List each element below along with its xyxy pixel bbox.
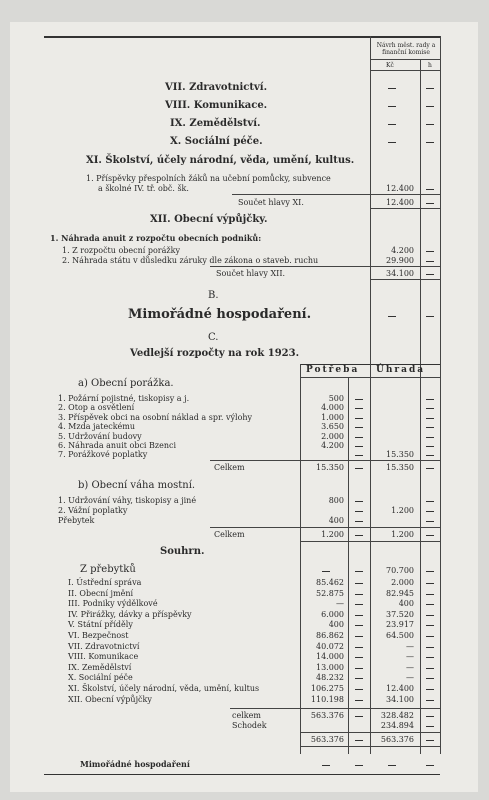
rule (300, 746, 440, 747)
document-page (10, 22, 478, 792)
souhrn-title: Souhrn. (160, 546, 205, 557)
dash (426, 657, 434, 658)
dash (426, 251, 434, 252)
souhrn-row-uhrada: 34.100 (386, 694, 414, 704)
xii-subtitle: 1. Náhrada anuit z rozpočtu obecních podniků: (50, 233, 262, 243)
dash (426, 689, 434, 690)
b-title: Mimořádné hospodaření. (128, 307, 312, 322)
dash (426, 521, 434, 522)
celkem-label: celkem (232, 711, 261, 720)
souhrn-row-potreba: — (336, 599, 344, 609)
dash (388, 124, 396, 125)
souhrn-row-uhrada: 82.945 (386, 588, 414, 598)
dash (426, 427, 434, 428)
dash (355, 446, 363, 447)
porazka-row-potreba: 2.000 (321, 431, 344, 441)
dash (388, 142, 396, 143)
vaha-row-uhrada: 1.200 (391, 506, 414, 515)
souhrn-row-label: II. Obecní jmění (68, 588, 134, 598)
dash (355, 399, 363, 400)
porazka-row-uhrada: 15.350 (386, 450, 414, 460)
col-potreba: Potřeba (306, 365, 360, 375)
dash (426, 468, 434, 469)
dash (426, 203, 434, 204)
souhrn-row-label: X. Sociální péče (68, 673, 133, 683)
rule (300, 732, 440, 733)
souhrn-row-potreba: 40.072 (316, 641, 344, 651)
rule (370, 279, 440, 280)
souhrn-row-potreba: 400 (328, 620, 344, 630)
xi-item-line2: a školné IV. tř. obč. šk. (98, 184, 189, 193)
dash (426, 594, 434, 595)
celkem-p: 563.376 (310, 711, 344, 720)
z-prebytku-label: Z přebytků (80, 564, 136, 575)
souhrn-row-potreba: 6.000 (321, 609, 344, 619)
porazka-row-potreba: 4.000 (321, 403, 344, 413)
dash (426, 418, 434, 419)
c-title: Vedlejší rozpočty na rok 1923. (130, 348, 300, 359)
b2-total-label: Celkem (214, 530, 245, 539)
b-label: B. (208, 290, 219, 301)
xi-sum-value: 12.400 (386, 198, 414, 207)
souhrn-row-potreba: 110.198 (310, 694, 344, 704)
dash (426, 408, 434, 409)
dash (355, 765, 363, 766)
dash (426, 765, 434, 766)
a-title: a) Obecní porážka. (78, 378, 174, 389)
dash (426, 142, 434, 143)
xii-sum-value: 34.100 (386, 269, 414, 278)
porazka-row-label: 2. Otop a osvětlení (58, 403, 135, 413)
b2-total-u: 1.200 (391, 530, 414, 539)
dash (355, 678, 363, 679)
porazka-row-potreba: 3.650 (321, 422, 344, 432)
souhrn-row-potreba: 85.462 (316, 578, 344, 587)
dash (426, 399, 434, 400)
souhrn-row-label: VI. Bezpečnost (68, 631, 129, 640)
dash (355, 408, 363, 409)
xi-item-line1: 1. Příspěvky přespolních žáků na učební pomůcky, subvence (86, 174, 331, 183)
section-xi-title: XI. Školství, účely národní, věda, umění, kultus. (86, 155, 355, 166)
xii-item2-value: 29.900 (386, 256, 414, 265)
dash (426, 668, 434, 669)
top-rule (44, 36, 440, 38)
dash (426, 571, 434, 572)
rule (300, 377, 440, 378)
a-total-p: 15.350 (316, 463, 344, 472)
dash (426, 437, 434, 438)
souhrn-row-uhrada: — (406, 662, 414, 672)
vaha-row-potreba: 800 (328, 496, 344, 505)
souhrn-row-label: XII. Obecní výpůjčky (68, 694, 152, 704)
rule (44, 774, 440, 775)
porazka-row-label: 6. Náhrada anuit obci Bzenci (58, 441, 177, 450)
vaha-row-label: Přebytek (58, 516, 95, 525)
porazka-row-label: 5. Udržování budovy (58, 431, 142, 441)
section-viii: VIII. Komunikace. (165, 100, 268, 111)
celkem-u: 328.482 (380, 711, 414, 720)
xi-sum-label: Součet hlavy XI. (238, 198, 304, 207)
souhrn-row-potreba: 86.862 (316, 631, 344, 640)
dash (426, 647, 434, 648)
dash (355, 437, 363, 438)
porazka-row-label: 1. Požární pojistné, tiskopisy a j. (58, 394, 190, 403)
dash (426, 636, 434, 637)
b2-title: b) Obecní váha mostní. (78, 480, 196, 491)
rule (370, 208, 440, 209)
commission-header: Návrh měst. rady a finanční komise (376, 42, 436, 56)
souhrn-row-uhrada: 64.500 (386, 631, 414, 640)
vaha-row-label: 2. Vážní poplatky (58, 506, 128, 515)
mimoradne-label: Mimořádné hospodaření (80, 759, 190, 769)
dash (426, 189, 434, 190)
dash (355, 521, 363, 522)
dash (355, 455, 363, 456)
dash (426, 501, 434, 502)
vaha-row-potreba: 400 (328, 516, 344, 525)
dash (355, 700, 363, 701)
dash (355, 668, 363, 669)
dash (426, 316, 434, 317)
dash (426, 511, 434, 512)
dash (355, 615, 363, 616)
souhrn-row-uhrada: 400 (398, 599, 414, 609)
dash (426, 700, 434, 701)
dash (426, 740, 434, 741)
porazka-row-potreba: 500 (328, 394, 344, 403)
souhrn-row-potreba: 106.275 (310, 684, 344, 693)
a-total-u: 15.350 (386, 463, 414, 472)
souhrn-row-uhrada: — (406, 673, 414, 683)
h-header: h (428, 62, 432, 69)
souhrn-row-label: IV. Přirážky, dávky a příspěvky (68, 609, 192, 619)
dash (322, 571, 330, 572)
souhrn-row-uhrada: 2.000 (391, 578, 414, 587)
dash (426, 604, 434, 605)
rule (232, 194, 440, 195)
porazka-row-potreba: 1.000 (321, 412, 344, 422)
souhrn-row-uhrada: — (406, 652, 414, 662)
rule (300, 541, 440, 542)
porazka-row-label: 3. Příspěvek obci na osobní náklad a spr. výlohy (58, 412, 253, 422)
schodek-u: 234.894 (380, 721, 414, 730)
souhrn-row-label: IX. Zemědělství (68, 662, 132, 672)
dash (355, 535, 363, 536)
souhrn-row-potreba: 48.232 (316, 673, 344, 683)
dash (355, 716, 363, 717)
section-ix: IX. Zemědělství. (170, 118, 261, 129)
dash (426, 446, 434, 447)
b2-total-p: 1.200 (321, 530, 344, 539)
dash (426, 274, 434, 275)
dash (426, 455, 434, 456)
dash (355, 571, 363, 572)
dash (388, 88, 396, 89)
souhrn-row-label: VII. Zdravotnictví (68, 641, 140, 651)
final-p: 563.376 (310, 735, 344, 744)
dash (388, 106, 396, 107)
porazka-row-potreba: 4.200 (321, 441, 344, 450)
souhrn-row-label: VIII. Komunikace (68, 652, 139, 662)
dash (426, 625, 434, 626)
souhrn-row-label: I. Ústřední správa (68, 578, 142, 587)
dash (426, 726, 434, 727)
souhrn-row-uhrada: — (406, 641, 414, 651)
col-rule (440, 364, 441, 754)
porazka-row-label: 7. Porážkové poplatky (58, 450, 148, 460)
dash (426, 716, 434, 717)
col-uhrada: Úhrada (376, 365, 426, 375)
section-xii-title: XII. Obecní výpůjčky. (150, 214, 268, 225)
rule (230, 708, 440, 709)
dash (426, 583, 434, 584)
z-prebytku-value: 70.700 (386, 566, 414, 575)
dash (355, 740, 363, 741)
dash (355, 689, 363, 690)
dash (355, 604, 363, 605)
xi-item-value: 12.400 (386, 184, 414, 193)
souhrn-row-label: III. Podniky výdělkové (68, 599, 158, 609)
dash (322, 765, 330, 766)
dash (388, 316, 396, 317)
rule (210, 266, 440, 267)
vaha-row-label: 1. Udržování váhy, tiskopisy a jiné (58, 496, 197, 505)
dash (426, 88, 434, 89)
dash (355, 583, 363, 584)
dash (355, 511, 363, 512)
souhrn-row-uhrada: 12.400 (386, 684, 414, 693)
dash (426, 261, 434, 262)
dash (355, 636, 363, 637)
dash (355, 427, 363, 428)
dash (355, 625, 363, 626)
souhrn-row-potreba: 52.875 (316, 588, 344, 598)
dash (355, 418, 363, 419)
dash (426, 615, 434, 616)
dash (426, 678, 434, 679)
section-x: X. Sociální péče. (170, 136, 263, 147)
dash (426, 535, 434, 536)
xii-item1-value: 4.200 (391, 246, 414, 255)
a-total-label: Celkem (214, 463, 245, 472)
schodek-label: Schodek (232, 721, 267, 730)
dash (355, 657, 363, 658)
c-label: C. (208, 332, 219, 343)
col-rule (348, 377, 349, 754)
dash (426, 124, 434, 125)
dash (355, 647, 363, 648)
col-rule (300, 364, 301, 754)
xii-item1: 1. Z rozpočtu obecní porážky (62, 246, 180, 255)
souhrn-row-uhrada: 23.917 (386, 620, 414, 630)
souhrn-row-label: XI. Školství, účely národní, věda, umění, kultus (68, 684, 260, 693)
xii-item2: 2. Náhrada státu v důsledku záruky dle zákona o staveb. ruchu (62, 256, 319, 265)
header-rule-2 (370, 70, 440, 71)
souhrn-row-potreba: 13.000 (316, 662, 344, 672)
final-u: 563.376 (380, 735, 414, 744)
col-rule (420, 377, 421, 754)
xii-sum-label: Součet hlavy XII. (216, 269, 286, 278)
porazka-row-label: 4. Mzda jateckému (58, 422, 136, 432)
dash (426, 106, 434, 107)
souhrn-row-label: V. Státní příděly (68, 620, 133, 630)
souhrn-row-potreba: 14.000 (316, 652, 344, 662)
dash (355, 594, 363, 595)
rule (210, 527, 440, 528)
section-vii: VII. Zdravotnictví. (165, 82, 268, 93)
dash (355, 468, 363, 469)
rule (210, 460, 440, 461)
souhrn-row-uhrada: 37.520 (386, 609, 414, 619)
col-rule (370, 364, 371, 754)
kc-header: Kč (386, 62, 394, 69)
dash (388, 765, 396, 766)
dash (355, 501, 363, 502)
header-rule (370, 59, 440, 60)
